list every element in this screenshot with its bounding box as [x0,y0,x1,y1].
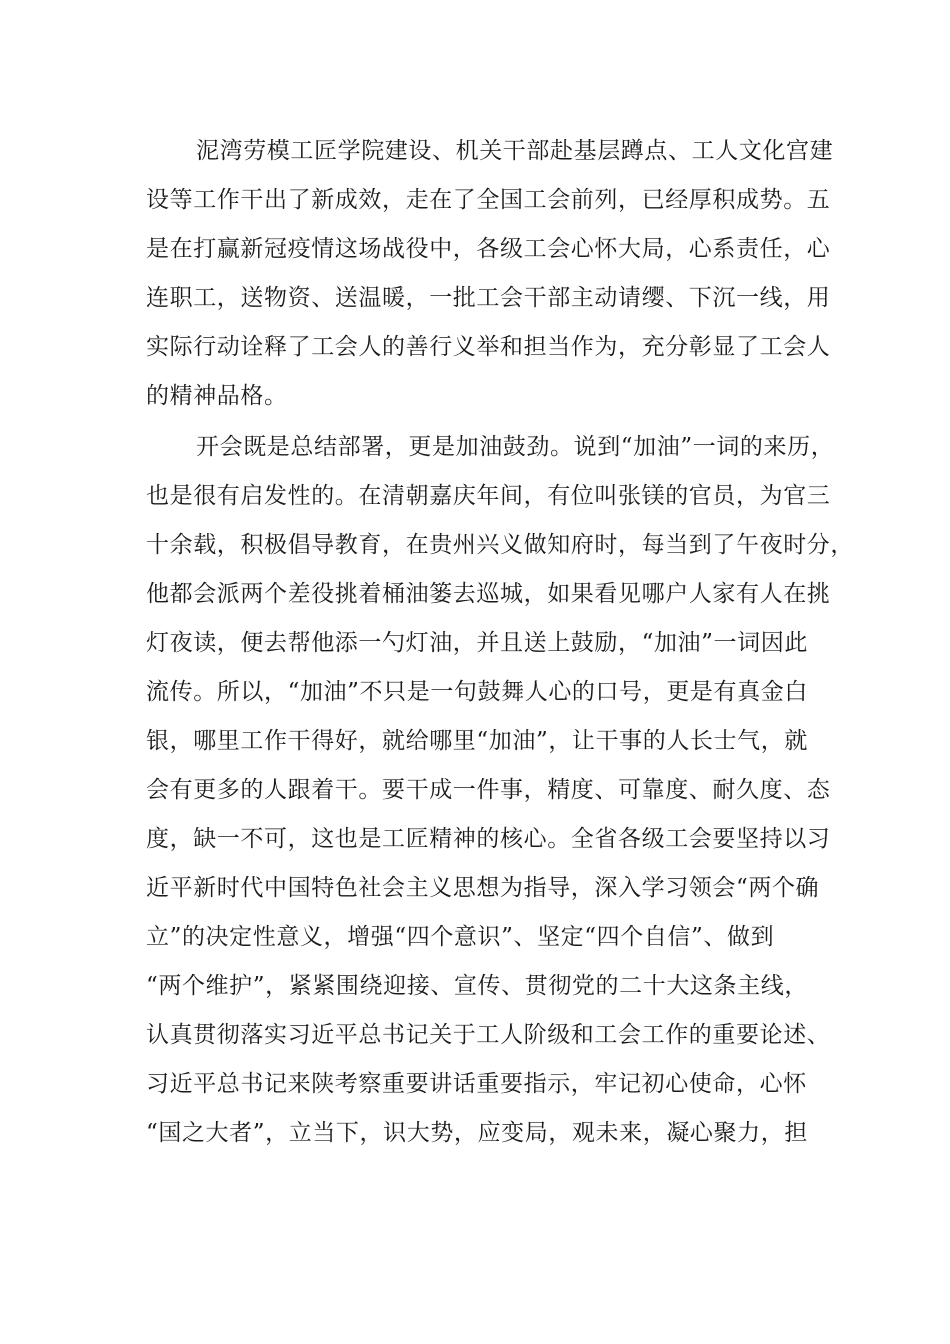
paragraph-line: 泥湾劳模工匠学院建设、机关干部赴基层蹲点、工人文化宫建 [196,138,834,164]
paragraph-line: 连职工，送物资、送温暖，一批工会干部主动请缨、下沉一线，用 [146,285,831,311]
paragraph-line: 认真贯彻落实习近平总书记关于工人阶级和工会工作的重要论述、 [146,1022,831,1048]
paragraph-line: 设等工作干出了新成效，走在了全国工会前列，已经厚积成势。五 [146,187,831,213]
paragraph-1 [146,127,834,421]
document-body [146,127,854,1158]
paragraph-line: 近平新时代中国特色社会主义思想为指导，深入学习领会“两个确 [146,875,820,901]
paragraph-line: 是在打赢新冠疫情这场战役中，各级工会心怀大局，心系责任，心 [146,236,831,262]
paragraph-line: 十余载，积极倡导教育，在贵州兴义做知府时，每当到了午夜时分， [146,532,854,558]
paragraph-line: 也是很有启发性的。在清朝嘉庆年间，有位叫张镁的官员，为官三 [146,483,831,509]
paragraph-line: 的精神品格。 [146,383,288,409]
paragraph-line: 立”的决定性意义，增强“四个意识”、坚定“四个自信”、做到 [146,924,775,950]
paragraph-line: 会有更多的人跟着干。要干成一件事，精度、可靠度、耐久度、态 [146,777,831,803]
paragraph-line: 流传。所以，“加油”不只是一句鼓舞人心的口号，更是有真金白 [146,679,808,705]
paragraph-line: 习近平总书记来陕考察重要讲话重要指示，牢记初心使命，心怀 [146,1071,807,1097]
paragraph-line: 他都会派两个差役挑着桶油篓去巡城，如果看见哪户人家有人在挑 [146,581,831,607]
paragraph-line: 开会既是总结部署，更是加油鼓劲。说到“加油”一词的来历， [196,434,835,460]
paragraph-2 [146,423,854,1158]
paragraph-line: 灯夜读，便去帮他添一勺灯油，并且送上鼓励，“加油”一词因此 [146,630,808,656]
paragraph-line: “两个维护”，紧紧围绕迎接、宣传、贯彻党的二十大这条主线， [146,973,808,999]
paragraph-line: 度，缺一不可，这也是工匠精神的核心。全省各级工会要坚持以习 [146,826,831,852]
paragraph-line: “国之大者”，立当下，识大势，应变局，观未来，凝心聚力，担 [146,1120,808,1146]
paragraph-line: 银，哪里工作干得好，就给哪里“加油”，让干事的人长士气，就 [146,728,808,754]
paragraph-line: 实际行动诠释了工会人的善行义举和担当作为，充分彰显了工会人 [146,334,831,360]
